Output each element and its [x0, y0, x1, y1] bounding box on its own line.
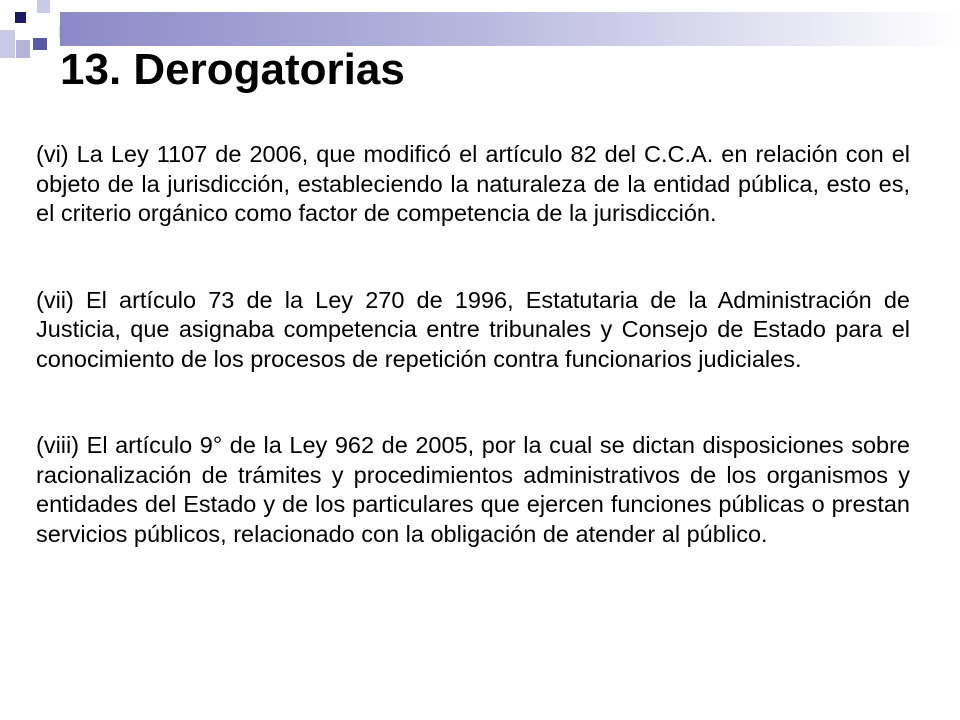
slide-title: 13. Derogatorias: [60, 45, 405, 94]
paragraph-vi: (vi) La Ley 1107 de 2006, que modificó el artículo 82 del C.C.A. en relación con el objeto de la jurisdicción, estableciendo la naturaleza de la entidad pública, esto es, el criterio orgánico como factor de competencia de la jurisdicción.: [36, 141, 910, 226]
header-gradient-bar: [60, 12, 960, 46]
decor-square: [33, 38, 47, 50]
decor-square: [16, 40, 30, 58]
decor-square: [0, 30, 15, 58]
decor-square: [15, 12, 26, 23]
slide-body: [36, 140, 910, 549]
paragraph-vii: (vii) El artículo 73 de la Ley 270 de 1996, Estatutaria de la Administración de Justicia, que asignaba competencia entre tribunales y Consejo de Estado para el conocimiento de los procesos de repetición contra funcionarios judiciales.: [36, 286, 910, 372]
paragraph-viii: (viii) El artículo 9° de la Ley 962 de 2005, por la cual se dictan disposiciones sobre racionalización de trámites y procedimientos administrativos de los organismos y entidades del Estado y de los particulares que ejercen funciones públicas o prestan servicios públicos, relacionado con la obligación de atender al público.: [36, 432, 910, 547]
decor-square: [37, 0, 50, 13]
